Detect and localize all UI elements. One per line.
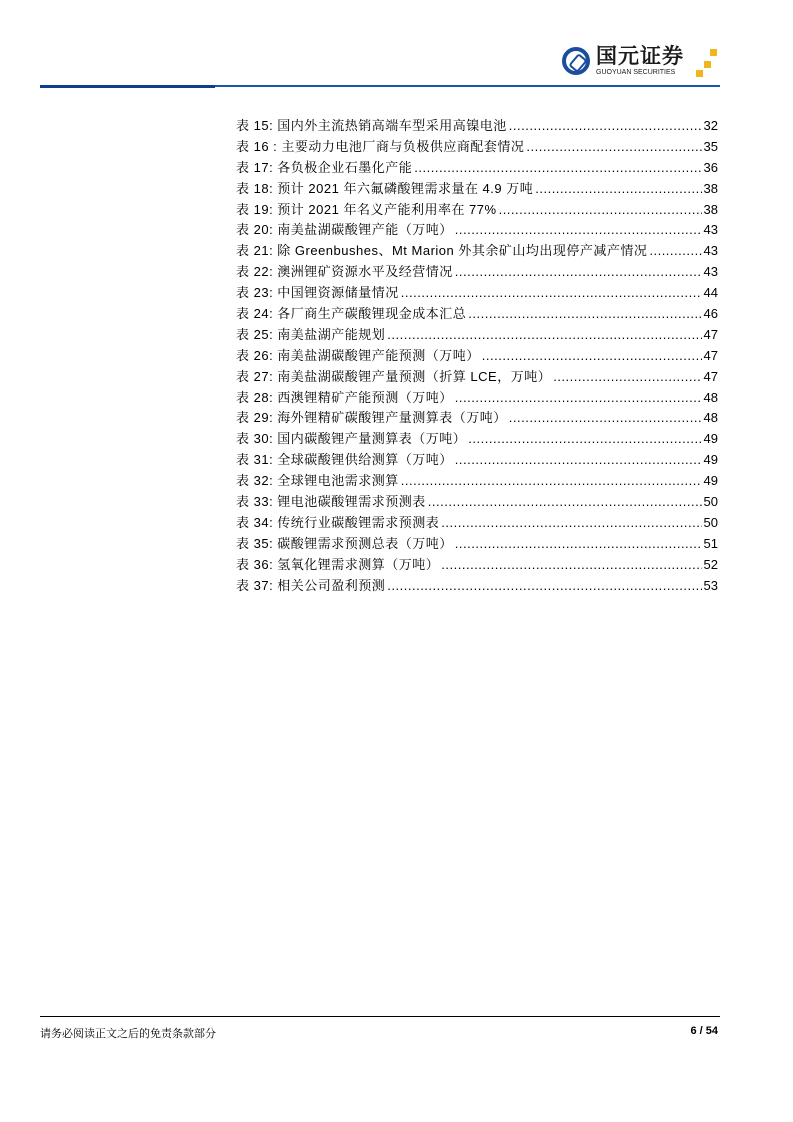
toc-entry-label: 表 36: 氢氧化锂需求测算（万吨） (236, 556, 440, 572)
company-logo (562, 44, 684, 78)
toc-entry-page: 53 (703, 577, 718, 593)
toc-entry[interactable] (236, 554, 718, 575)
toc-entry[interactable] (236, 261, 718, 282)
toc-entry-label: 表 32: 全球锂电池需求测算 (236, 473, 399, 489)
toc-entry-page: 50 (703, 514, 718, 530)
toc-entry[interactable] (236, 366, 718, 387)
toc-entry-label: 表 31: 全球碳酸锂供给测算（万吨） (236, 452, 453, 468)
toc-entry-page: 49 (703, 452, 718, 468)
toc-leader-dots (482, 348, 702, 363)
toc-entry-label: 表 34: 传统行业碳酸锂需求预测表 (236, 514, 440, 530)
toc-entry[interactable] (236, 199, 718, 220)
toc-entry[interactable] (236, 533, 718, 554)
toc-entry-label: 表 15: 国内外主流热销高端车型采用高镍电池 (236, 118, 507, 133)
toc-entry-page: 52 (703, 556, 718, 572)
toc-entry[interactable] (236, 282, 718, 303)
toc-entry-label: 表 18: 预计 2021 年六氟磷酸锂需求量在 4.9 万吨 (236, 180, 534, 196)
toc-entry-label: 表 37: 相关公司盈利预测 (236, 577, 386, 593)
toc-entry-page: 43 (703, 243, 718, 259)
logo-square-icon (696, 70, 703, 77)
toc-leader-dots (441, 515, 701, 530)
toc-entry-label: 表 23: 中国锂资源储量情况 (236, 285, 399, 301)
toc-entry-page: 32 (703, 118, 718, 133)
toc-leader-dots (526, 139, 701, 154)
toc-leader-dots (387, 327, 701, 342)
toc-entry-page: 51 (703, 535, 718, 551)
toc-entry-label: 表 19: 预计 2021 年名义产能利用率在 77% (236, 201, 497, 217)
toc-entry-label: 表 22: 澳洲锂矿资源水平及经营情况 (236, 264, 453, 280)
toc-entry-page: 49 (703, 431, 718, 447)
logo-square-icon (710, 49, 717, 56)
toc-entry-page: 47 (703, 347, 718, 363)
toc-entry-label: 表 29: 海外锂精矿碳酸锂产量测算表（万吨） (236, 410, 507, 426)
toc-entry-label: 表 30: 国内碳酸锂产量测算表（万吨） (236, 431, 467, 447)
toc-entry-page: 38 (703, 201, 718, 217)
toc-entry[interactable] (236, 428, 718, 449)
toc-leader-dots (535, 181, 701, 196)
toc-entry[interactable] (236, 345, 718, 366)
toc-leader-dots (401, 285, 702, 300)
toc-entry-page: 49 (703, 473, 718, 489)
logo-chinese-name: 国元证券 (596, 44, 684, 68)
toc-entry-label: 表 16 : 主要动力电池厂商与负极供应商配套情况 (236, 138, 525, 154)
logo-square-icon (704, 61, 711, 68)
toc-entry-label: 表 17: 各负极企业石墨化产能 (236, 159, 413, 175)
toc-entry-page: 35 (703, 138, 718, 154)
toc-entry-page: 43 (703, 222, 718, 238)
toc-entry[interactable] (236, 470, 718, 491)
toc-leader-dots (401, 473, 702, 488)
toc-entry-page: 46 (703, 306, 718, 322)
toc-entry[interactable] (236, 157, 718, 178)
toc-leader-dots (468, 306, 701, 321)
header-divider-accent (40, 85, 215, 88)
toc-entry-page: 43 (703, 264, 718, 280)
page-number: 6 / 54 (690, 1025, 718, 1037)
toc-leader-dots (441, 557, 701, 572)
toc-leader-dots (455, 536, 702, 551)
toc-leader-dots (499, 202, 702, 217)
toc-entry-label: 表 26: 南美盐湖碳酸锂产能预测（万吨） (236, 347, 480, 363)
toc-leader-dots (649, 243, 701, 258)
logo-icon (562, 47, 590, 75)
toc-entry-label: 表 21: 除 Greenbushes、Mt Marion 外其余矿山均出现停产减产情况 (236, 243, 648, 259)
table-of-contents (236, 115, 718, 595)
toc-entry-label: 表 35: 碳酸锂需求预测总表（万吨） (236, 535, 453, 551)
toc-entry[interactable] (236, 449, 718, 470)
toc-entry-page: 48 (703, 389, 718, 405)
toc-entry[interactable] (236, 303, 718, 324)
toc-entry-page: 44 (703, 285, 718, 301)
toc-entry-page: 47 (703, 368, 718, 384)
toc-entry[interactable] (236, 178, 718, 199)
toc-entry[interactable] (236, 407, 718, 428)
toc-leader-dots (509, 118, 702, 133)
toc-entry-label: 表 27: 南美盐湖碳酸锂产量预测（折算 LCE，万吨） (236, 368, 552, 384)
toc-leader-dots (387, 578, 701, 593)
toc-entry[interactable] (236, 324, 718, 345)
toc-entry-page: 36 (703, 159, 718, 175)
logo-english-name: GUOYUAN SECURITIES (596, 68, 676, 76)
toc-leader-dots (414, 160, 701, 175)
toc-entry-label: 表 24: 各厂商生产碳酸锂现金成本汇总 (236, 306, 467, 322)
toc-entry-label: 表 20: 南美盐湖碳酸锂产能（万吨） (236, 222, 453, 238)
toc-leader-dots (553, 369, 701, 384)
toc-entry[interactable] (236, 512, 718, 533)
toc-leader-dots (455, 390, 702, 405)
toc-entry[interactable] (236, 240, 718, 261)
toc-leader-dots (468, 431, 701, 446)
toc-entry-label: 表 33: 锂电池碳酸锂需求预测表 (236, 494, 426, 510)
toc-entry[interactable] (236, 491, 718, 512)
toc-entry-page: 47 (703, 326, 718, 342)
toc-entry-page: 38 (703, 180, 718, 196)
toc-leader-dots (509, 410, 702, 425)
footer-divider (40, 1016, 720, 1017)
toc-entry-page: 48 (703, 410, 718, 426)
toc-leader-dots (455, 222, 702, 237)
toc-leader-dots (455, 264, 702, 279)
toc-entry-label: 表 28: 西澳锂精矿产能预测（万吨） (236, 389, 453, 405)
toc-entry[interactable] (236, 219, 718, 240)
disclaimer-text: 请务必阅读正文之后的免责条款部分 (40, 1028, 216, 1040)
toc-entry[interactable] (236, 115, 718, 136)
toc-leader-dots (428, 494, 702, 509)
toc-entry[interactable] (236, 387, 718, 408)
toc-entry-label: 表 25: 南美盐湖产能规划 (236, 326, 386, 342)
toc-entry-page: 50 (703, 494, 718, 510)
toc-entry[interactable] (236, 136, 718, 157)
toc-entry[interactable] (236, 575, 718, 596)
toc-leader-dots (455, 452, 702, 467)
